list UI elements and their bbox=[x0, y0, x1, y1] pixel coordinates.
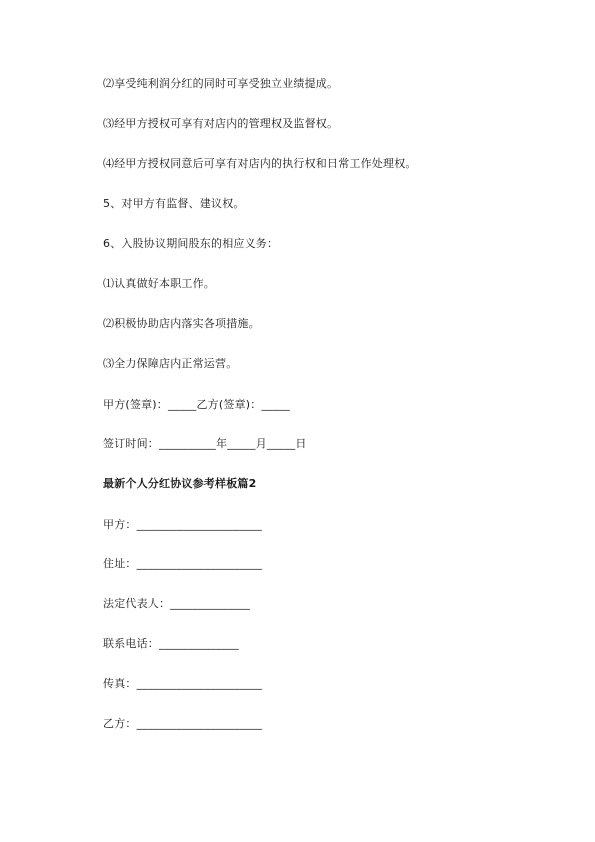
address-field: 住址：______________________ bbox=[103, 557, 262, 570]
obligation-3: ⑶全力保障店内正常运营。 bbox=[103, 357, 238, 370]
legal-representative-field: 法定代表人：______________ bbox=[103, 597, 250, 610]
signature-line: 甲方(签章)：_____乙方(签章)：_____ bbox=[103, 398, 290, 411]
party-a-field: 甲方：______________________ bbox=[103, 518, 262, 531]
fax-field: 传真：______________________ bbox=[103, 677, 262, 690]
signing-date-line: 签订时间：__________年_____月_____日 bbox=[103, 437, 307, 450]
obligation-2: ⑵积极协助店内落实各项措施。 bbox=[103, 317, 260, 330]
clause-2-share-profit: ⑵享受纯利润分红的同时可享受独立业绩提成。 bbox=[103, 77, 339, 90]
clause-3-management-right: ⑶经甲方授权可享有对店内的管理权及监督权。 bbox=[103, 117, 339, 130]
clause-5-supervision: 5、对甲方有监督、建议权。 bbox=[103, 197, 245, 210]
clause-6-obligations: 6、入股协议期间股东的相应义务： bbox=[103, 237, 279, 250]
phone-field: 联系电话：______________ bbox=[103, 637, 239, 650]
section-heading: 最新个人分红协议参考样板篇2 bbox=[103, 477, 257, 490]
obligation-1: ⑴认真做好本职工作。 bbox=[103, 277, 215, 290]
clause-4-execution-right: ⑷经甲方授权同意后可享有对店内的执行权和日常工作处理权。 bbox=[103, 157, 417, 170]
party-b-field: 乙方：______________________ bbox=[103, 717, 262, 730]
